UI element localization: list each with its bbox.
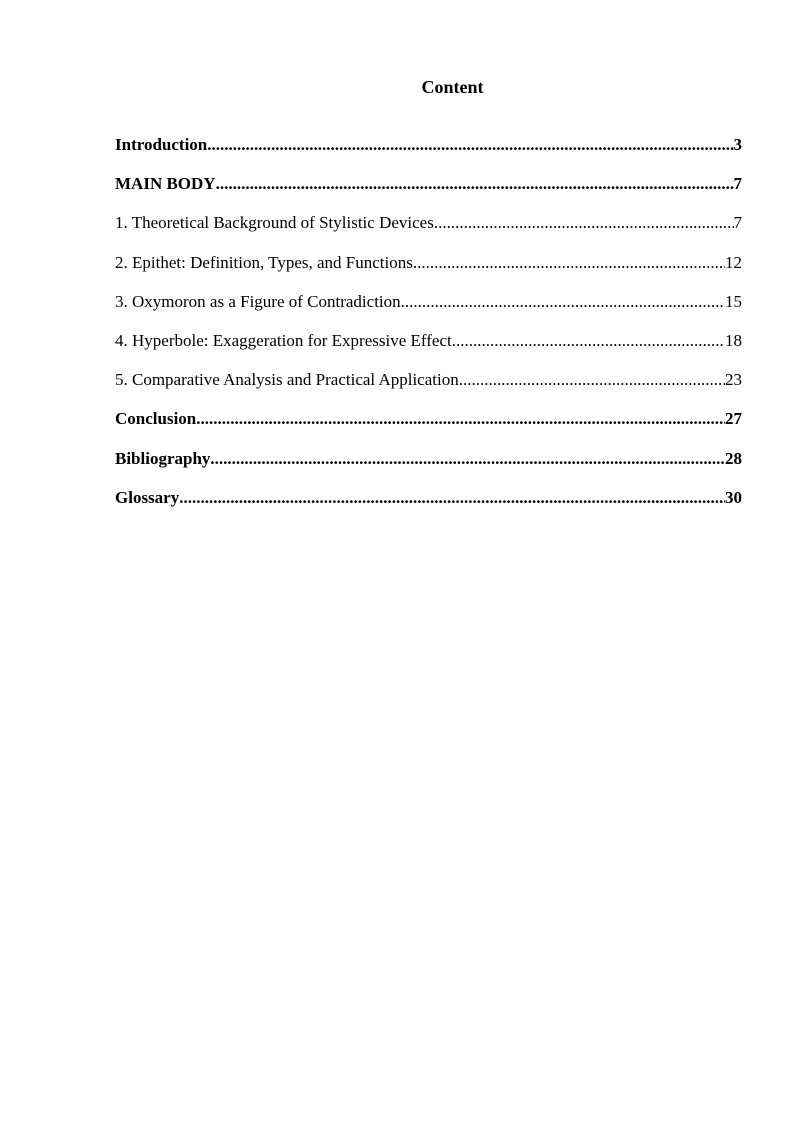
- toc-page-number: 7: [733, 213, 742, 233]
- toc-entry-glossary[interactable]: [115, 487, 742, 526]
- toc-dot-leader: [401, 291, 725, 313]
- toc-page-number: 12: [725, 252, 742, 272]
- toc-entry-label: 1. Theoretical Background of Stylistic Devices: [115, 213, 434, 233]
- toc-page-number: 27: [725, 409, 742, 429]
- toc-dot-leader: [413, 252, 725, 274]
- toc-page-number: 7: [733, 174, 742, 194]
- toc-entry-section-2[interactable]: [115, 252, 742, 291]
- toc-dot-leader: [210, 448, 725, 470]
- toc-entry-label: Introduction: [115, 135, 208, 154]
- toc-entry-label: 3. Oxymoron as a Figure of Contradiction: [115, 291, 401, 311]
- toc-entry-section-5[interactable]: [115, 369, 742, 408]
- toc-dot-leader: [207, 134, 733, 156]
- toc-entry-bibliography[interactable]: [115, 448, 742, 487]
- toc-entry-label: 5. Comparative Analysis and Practical Application: [115, 370, 459, 390]
- toc-page-number: 15: [725, 291, 742, 311]
- toc-page-number: 30: [725, 487, 742, 507]
- toc-entry-label: 4. Hyperbole: Exaggeration for Expressive Effect: [115, 330, 452, 350]
- table-of-contents: [115, 134, 742, 526]
- toc-entry-label: MAIN BODY: [115, 174, 216, 194]
- toc-entry-label: 2. Epithet: Definition, Types, and Functions: [115, 252, 413, 272]
- toc-entry-section-3[interactable]: [115, 291, 742, 330]
- toc-dot-leader: [434, 212, 734, 234]
- toc-heading: Content: [421, 77, 484, 97]
- toc-dot-leader: [216, 173, 734, 195]
- toc-entry-conclusion[interactable]: [115, 408, 742, 447]
- toc-page-number: 23: [725, 370, 742, 390]
- toc-entry-section-4[interactable]: [115, 330, 742, 369]
- toc-dot-leader: [452, 330, 725, 352]
- toc-page-number: 28: [725, 448, 742, 468]
- toc-entry-label: Bibliography: [115, 448, 211, 468]
- toc-entry-section-1[interactable]: [115, 212, 742, 251]
- toc-entry-label: Conclusion: [115, 409, 197, 429]
- toc-dot-leader: [459, 369, 725, 391]
- toc-dot-leader: [196, 408, 725, 430]
- toc-page-number: 3: [733, 135, 742, 154]
- toc-entry-main-body[interactable]: [115, 173, 742, 212]
- toc-page-number: 18: [725, 330, 742, 350]
- toc-entry-label: Glossary: [115, 487, 180, 507]
- toc-entry-introduction[interactable]: [115, 134, 742, 173]
- toc-dot-leader: [179, 487, 725, 509]
